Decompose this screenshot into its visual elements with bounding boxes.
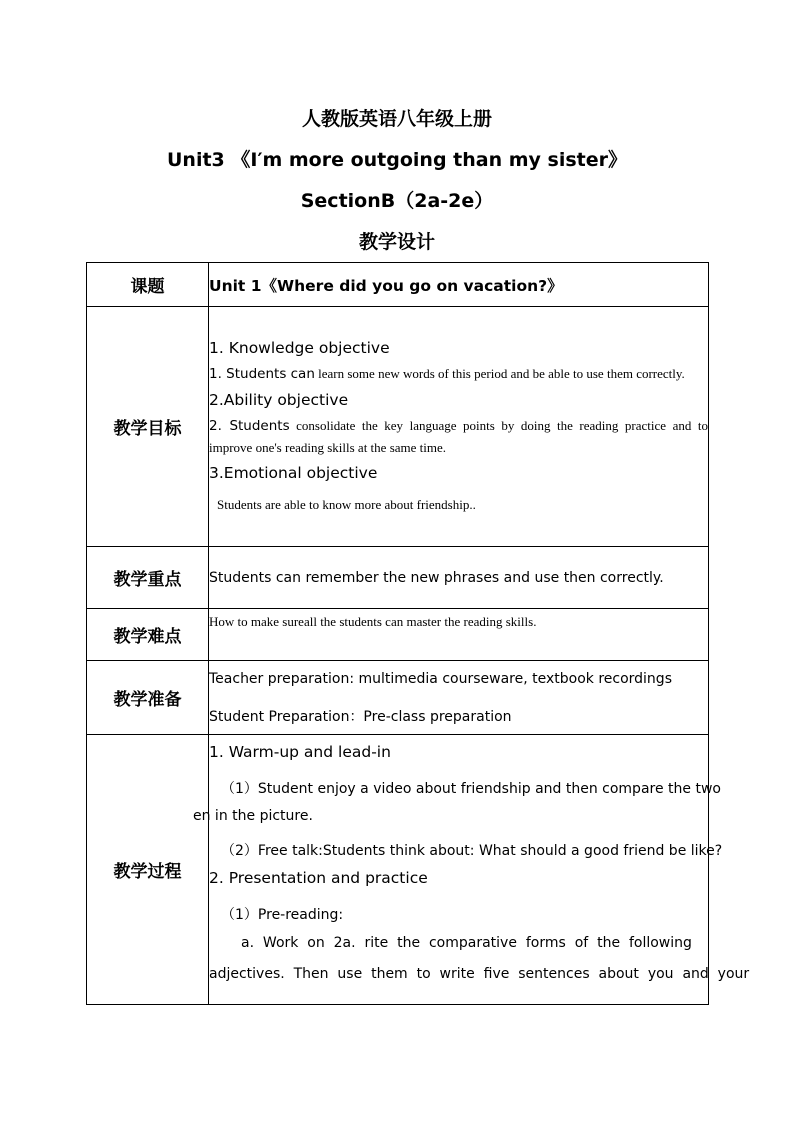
warmup-step-1-continued: en in the picture. bbox=[193, 808, 313, 824]
ability-objective-text bbox=[209, 415, 708, 458]
emotional-objective-heading: 3.Emotional objective bbox=[209, 463, 378, 482]
difficulties-label: 教学难点 bbox=[87, 609, 209, 661]
difficulties-text: How to make sureall the students can master the reading skills. bbox=[209, 614, 537, 629]
topic-label: 课题 bbox=[87, 263, 209, 307]
unit-title: Unit3 《I′m more outgoing than my sister》 bbox=[166, 149, 627, 171]
warmup-step-2-num: （2） bbox=[221, 843, 258, 859]
objectives-label: 教学目标 bbox=[87, 307, 209, 547]
section-title: SectionB（2a-2e） bbox=[300, 190, 494, 212]
ability-objective-lead: 2. Students bbox=[209, 417, 290, 434]
objectives-content bbox=[209, 307, 709, 547]
process-row bbox=[87, 735, 709, 1005]
difficulties-row bbox=[87, 609, 709, 661]
warmup-step-1-text: Student enjoy a video about friendship and then compare the two bbox=[257, 781, 721, 797]
warmup-step-1-num: （1） bbox=[221, 781, 258, 797]
objectives-row bbox=[87, 307, 709, 547]
prereading-task-line-2: adjectives. Then use them to write five sentences about you and your bbox=[209, 966, 750, 982]
process-label: 教学过程 bbox=[87, 735, 209, 1005]
preparation-content bbox=[209, 661, 709, 735]
knowledge-objective-text bbox=[209, 363, 708, 385]
knowledge-objective-heading: 1. Knowledge objective bbox=[209, 338, 390, 357]
student-preparation: Student Preparation：Pre-class preparation bbox=[209, 708, 512, 725]
topic-value: Unit 1《Where did you go on vacation?》 bbox=[209, 263, 709, 307]
prereading-step-num: （1） bbox=[221, 907, 258, 923]
teacher-preparation: Teacher preparation: multimedia courseware, textbook recordings bbox=[209, 670, 672, 687]
topic-row bbox=[87, 263, 709, 307]
prereading-task-line-1: a. Work on 2a. rite the comparative forms of the following bbox=[241, 935, 692, 951]
prereading-step-text: Pre-reading: bbox=[257, 907, 344, 923]
ability-objective-heading: 2.Ability objective bbox=[209, 390, 349, 409]
preparation-label: 教学准备 bbox=[87, 661, 209, 735]
ability-objective-rest: consolidate the key language points by doing the reading practice and to improve one's reading skills at the same time. bbox=[209, 417, 708, 455]
warmup-step-2-text: Free talk:Students think about: What should a good friend be like? bbox=[257, 843, 723, 859]
warmup-step-1 bbox=[209, 779, 721, 799]
key-points-label: 教学重点 bbox=[87, 547, 209, 609]
process-content bbox=[193, 735, 750, 1005]
design-title: 教学设计 bbox=[358, 231, 435, 253]
preparation-row bbox=[87, 661, 709, 735]
document-title: 人教版英语八年级上册 bbox=[301, 108, 492, 130]
key-points-row bbox=[87, 547, 709, 609]
warmup-step-2 bbox=[209, 841, 723, 861]
warmup-heading: 1. Warm-up and lead-in bbox=[209, 743, 391, 761]
knowledge-objective-rest: learn some new words of this period and be able to use them correctly. bbox=[314, 365, 685, 381]
presentation-heading: 2. Presentation and practice bbox=[209, 869, 428, 887]
difficulties-content bbox=[209, 609, 709, 661]
lesson-plan-table bbox=[86, 262, 750, 1005]
prereading-step bbox=[209, 905, 708, 925]
emotional-objective-text: Students are able to know more about friendship.. bbox=[217, 496, 476, 512]
knowledge-objective-lead: 1. Students can bbox=[209, 365, 315, 382]
key-points-text: Students can remember the new phrases and use then correctly. bbox=[209, 547, 709, 609]
